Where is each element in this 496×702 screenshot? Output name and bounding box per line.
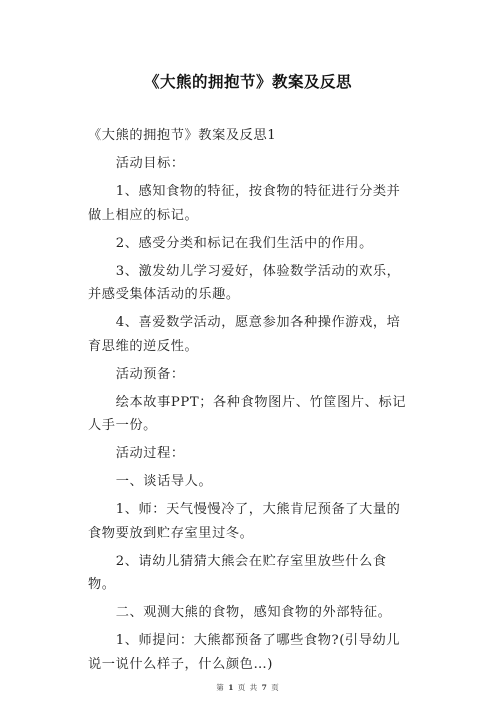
- paragraph: 活动过程：: [115, 446, 185, 462]
- paragraph: 活动目标：: [115, 155, 185, 171]
- page-footer: [0, 682, 496, 693]
- footer-middle: 页 共: [237, 683, 259, 692]
- total-pages-number: 7: [261, 683, 268, 692]
- footer-prefix: 第: [216, 683, 225, 692]
- paragraph: 1、师提问：大熊都预备了哪些食物?(引导幼儿说一说什么样子，什么颜色…): [88, 633, 401, 672]
- paragraph: 《大熊的拥抱节》教案及反思1: [88, 128, 277, 143]
- paragraph: 1、感知食物的特征，按食物的特征进行分类并做上相应的标记。: [88, 183, 401, 223]
- footer-suffix: 页: [271, 683, 280, 692]
- paragraph: 3、激发幼儿学习爱好，体验数学活动的欢乐，并感受集体活动的乐趣。: [88, 263, 401, 303]
- paragraph: 绘本故事PPT；各种食物图片、竹筐图片、标记人手一份。: [88, 394, 407, 434]
- document-body: [88, 124, 412, 681]
- current-page-number: 1: [228, 683, 235, 692]
- paragraph: 1、师：天气慢慢冷了，大熊肯尼预备了大量的食物要放到贮存室里过冬。: [88, 502, 401, 541]
- paragraph: 4、喜爱数学活动，愿意参加各种操作游戏，培育思维的逆反性。: [88, 315, 401, 354]
- paragraph: 2、感受分类和标记在我们生活中的作用。: [115, 235, 373, 251]
- document-title: 《大熊的拥抱节》教案及反思: [143, 73, 352, 91]
- paragraph: 二、观测大熊的食物，感知食物的外部特征。: [115, 605, 392, 621]
- paragraph: 2、请幼儿猜猜大熊会在贮存室里放些什么食物。: [88, 553, 387, 593]
- paragraph: 一、谈话导人。: [115, 474, 213, 490]
- paragraph: 活动预备：: [115, 366, 185, 382]
